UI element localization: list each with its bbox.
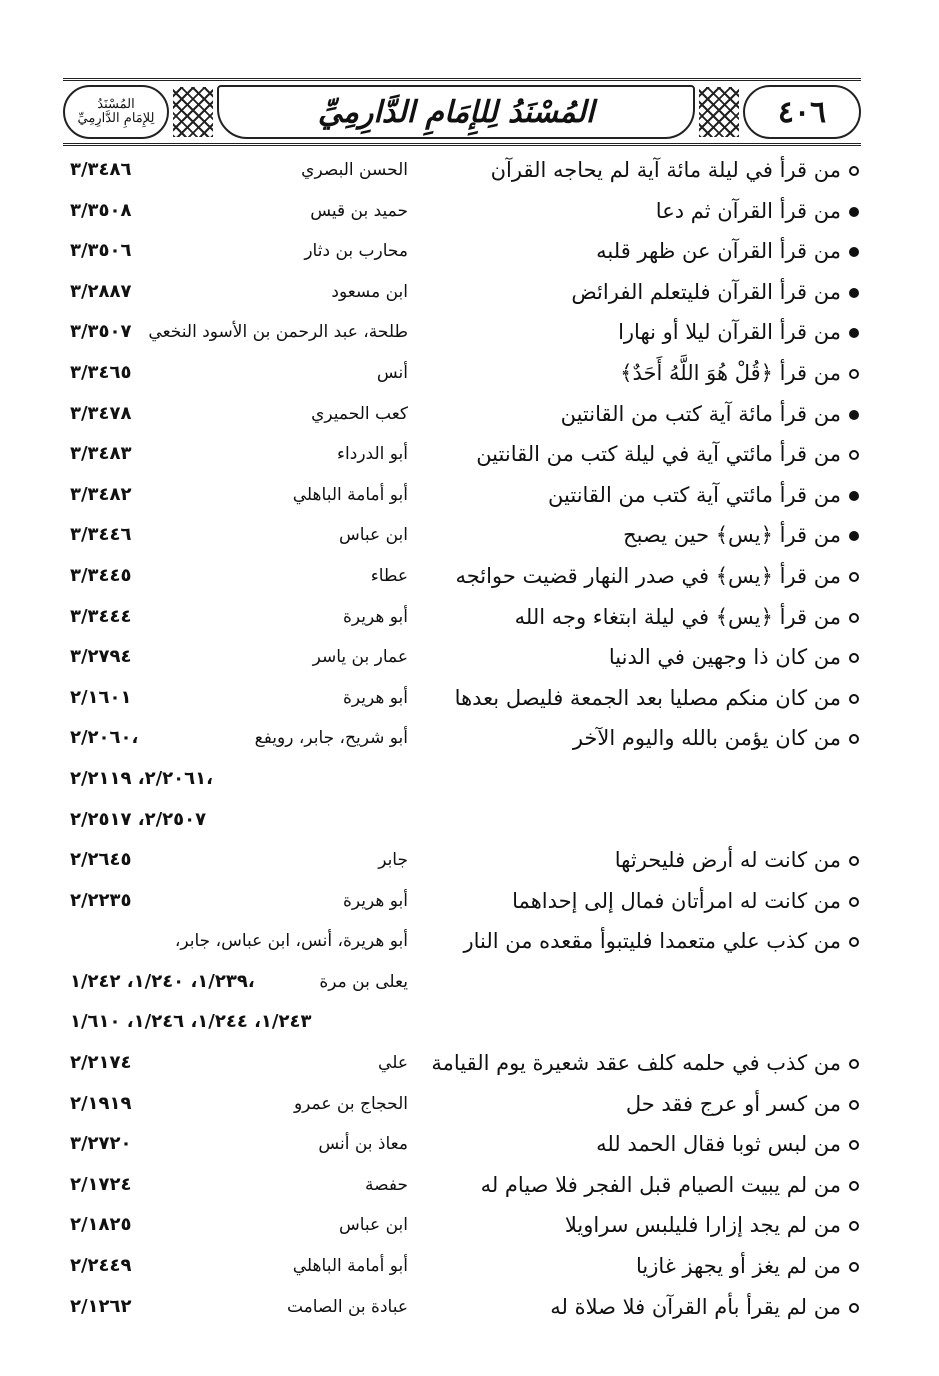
- volume-page-reference: ٢/١٢٦٢: [70, 1295, 132, 1317]
- hadith-text: من لم يبيت الصيام قبل الفجر فلا صيام له: [480, 1172, 841, 1197]
- index-row: [0, 840, 939, 881]
- hadith-text: من قرأ مائتي آية كتب من القانتين: [548, 482, 841, 507]
- index-row: [0, 394, 939, 435]
- running-title-panel: [217, 85, 695, 139]
- open-circle-icon: [849, 1100, 859, 1110]
- hadith-incipit: [623, 519, 859, 551]
- index-row: [0, 556, 939, 597]
- hadith-text: من كان يؤمن بالله واليوم الآخر: [572, 726, 841, 751]
- open-circle-icon: [849, 653, 859, 663]
- narrator: جابر: [378, 850, 408, 871]
- open-circle-icon: [849, 1181, 859, 1191]
- hadith-incipit: [476, 438, 859, 470]
- volume-page-reference: ٣/٣٤٤٥: [70, 564, 132, 586]
- narrator: أبو الدرداء: [337, 444, 408, 465]
- volume-page-reference: ٣/٢٨٨٧: [70, 280, 132, 302]
- filled-circle-icon: [849, 410, 859, 420]
- open-circle-icon: [849, 1303, 859, 1313]
- hadith-text: من قرأ ﴿يس﴾ في ليلة ابتغاء وجه الله: [514, 604, 841, 629]
- hadith-incipit: [463, 925, 859, 957]
- narrator: أبو هريرة: [342, 606, 408, 627]
- index-row: [0, 515, 939, 556]
- hadith-incipit: [656, 195, 859, 227]
- index-row: [0, 191, 939, 232]
- volume-page-reference: ١/٢٣٩، ١/٢٤٠، ١/٢٤٢،: [70, 970, 255, 992]
- index-row: [0, 1124, 939, 1165]
- open-circle-icon: [849, 572, 859, 582]
- narrator: ابن عباس: [338, 525, 408, 546]
- hadith-text: من كان منكم مصليا بعد الجمعة فليصل بعدها: [454, 685, 841, 710]
- open-circle-icon: [849, 1221, 859, 1231]
- narrator: يعلى بن مرة: [319, 971, 408, 992]
- index-row: [0, 272, 939, 313]
- hadith-text: من لم يجد إزارا فليلبس سراويلا: [564, 1213, 841, 1238]
- volume-page-reference: ٣/٣٤٦٥: [70, 361, 132, 383]
- hadith-incipit: [455, 682, 859, 714]
- volume-page-reference: ٣/٢٧٩٤: [70, 646, 132, 668]
- page-number-cartouche: [743, 85, 861, 139]
- narrator: علي: [378, 1053, 408, 1074]
- hadith-text: من قرأ القرآن عن ظهر قلبه: [596, 239, 841, 264]
- index-row: [0, 475, 939, 516]
- index-row: [0, 800, 939, 841]
- index-row: [0, 678, 939, 719]
- hadith-incipit: [491, 154, 859, 186]
- book-logo-line: لِلإِمَامِ الدَّارِمِيِّ: [77, 111, 155, 126]
- hadith-incipit: [561, 398, 859, 430]
- hadith-text: من قرأ القرآن ليلا أو نهارا: [618, 320, 841, 345]
- open-circle-icon: [849, 166, 859, 176]
- narrator: طلحة، عبد الرحمن بن الأسود النخعي: [148, 322, 408, 343]
- open-circle-icon: [849, 694, 859, 704]
- hadith-incipit: [481, 1169, 859, 1201]
- open-circle-icon: [849, 937, 859, 947]
- filled-circle-icon: [849, 328, 859, 338]
- open-circle-icon: [849, 1262, 859, 1272]
- narrator: أبو أمامة الباهلي: [292, 1256, 408, 1277]
- open-circle-icon: [849, 1059, 859, 1069]
- hadith-incipit: [609, 641, 859, 673]
- index-row: [0, 962, 939, 1003]
- narrator: أبو هريرة: [342, 687, 408, 708]
- hadith-text: من كانت له امرأتان فمال إلى إحداهما: [512, 888, 841, 913]
- narrator: الحجاج بن عمرو: [293, 1093, 408, 1114]
- index-row: [0, 1287, 939, 1328]
- index-row: [0, 353, 939, 394]
- book-logo-emblem: [63, 85, 169, 139]
- hadith-incipit: [431, 1047, 859, 1079]
- index-row: [0, 1084, 939, 1125]
- index-row: [0, 1165, 939, 1206]
- narrator: الحسن البصري: [301, 160, 408, 180]
- open-circle-icon: [849, 856, 859, 866]
- hadith-incipit: [596, 235, 859, 267]
- filled-circle-icon: [849, 247, 859, 257]
- volume-page-reference: ٢/٢٠٦٠،: [70, 727, 139, 749]
- narrator: أبو أمامة الباهلي: [292, 484, 408, 505]
- hadith-text: من كسر أو عرج فقد حل: [625, 1091, 841, 1116]
- volume-page-reference: ٣/٣٤٨٣: [70, 443, 132, 465]
- hadith-incipit: [615, 844, 859, 876]
- narrator: كعب الحميري: [311, 403, 408, 424]
- hadith-incipit: [512, 885, 859, 917]
- narrator: أبو هريرة: [342, 890, 408, 911]
- hadith-text: من لم يقرأ بأم القرآن فلا صلاة له: [550, 1294, 841, 1319]
- narrator: حميد بن قيس: [310, 200, 408, 221]
- hadith-incipit: [573, 722, 859, 754]
- index-row: [0, 150, 939, 191]
- hadith-text: من كذب علي متعمدا فليتبوأ مقعده من النار: [463, 929, 841, 954]
- volume-page-reference: ٢/٢٤٤٩: [70, 1255, 132, 1277]
- hadith-text: من قرأ في ليلة مائة آية لم يحاجه القرآن: [490, 158, 841, 182]
- page-number: ٤٠٦: [777, 94, 827, 130]
- volume-page-reference: ٢/٢٥٠٧، ٢/٢٥١٧: [70, 808, 207, 830]
- filled-circle-icon: [849, 491, 859, 501]
- open-circle-icon: [849, 613, 859, 623]
- hadith-incipit: [571, 276, 859, 308]
- volume-page-reference: ٣/٣٤٨٦: [70, 159, 132, 180]
- hadith-incipit: [620, 357, 859, 389]
- narrator: أنس: [376, 362, 408, 383]
- volume-page-reference: ٣/٣٥٠٨: [70, 199, 132, 221]
- page-header: [63, 78, 861, 146]
- volume-page-reference: ٢/٢١٧٤: [70, 1052, 132, 1074]
- open-circle-icon: [849, 369, 859, 379]
- volume-page-reference: ٣/٣٥٠٦: [70, 240, 132, 262]
- index-row: [0, 881, 939, 922]
- hadith-incipit: [455, 560, 859, 592]
- open-circle-icon: [849, 734, 859, 744]
- narrator: معاذ بن أنس: [318, 1134, 408, 1155]
- volume-page-reference: ٣/٣٤٨٢: [70, 483, 132, 505]
- hadith-incipit: [565, 1209, 859, 1241]
- hadith-text: من لبس ثوبا فقال الحمد لله: [596, 1132, 841, 1157]
- index-row: [0, 434, 939, 475]
- volume-page-reference: ٣/٣٥٠٧: [70, 321, 132, 343]
- volume-page-reference: ٢/٢٠٦١، ٢/٢١١٩،: [70, 767, 213, 789]
- hadith-text: من قرأ القرآن فليتعلم الفرائض: [571, 279, 841, 304]
- narrator: ابن عباس: [338, 1215, 408, 1236]
- hadith-incipit: [515, 601, 859, 633]
- volume-page-reference: ٢/١٧٢٤: [70, 1173, 132, 1195]
- index-row: [0, 637, 939, 678]
- header-ornament-right: [699, 87, 739, 137]
- narrator: عمار بن ياسر: [312, 647, 408, 668]
- hadith-text: من قرأ ﴿قُلْ هُوَ اللَّهُ أَحَدٌ﴾: [620, 360, 841, 385]
- filled-circle-icon: [849, 207, 859, 217]
- hadith-text: من قرأ القرآن ثم دعا: [655, 198, 841, 223]
- index-row: [0, 1043, 939, 1084]
- hadith-text: من كانت له أرض فليحرثها: [614, 848, 841, 873]
- narrator: أبو شريح، جابر، رويفع: [254, 728, 408, 749]
- hadith-text: من كذب في حلمه كلف عقد شعيرة يوم القيامة: [431, 1051, 841, 1076]
- index-row: [0, 231, 939, 272]
- hadith-text: من قرأ مائة آية كتب من القانتين: [560, 401, 841, 426]
- hadith-incipit: [626, 1088, 859, 1120]
- index-row: [0, 1246, 939, 1287]
- index-row: [0, 718, 939, 759]
- volume-page-reference: ٣/٣٤٤٤: [70, 605, 132, 627]
- hadith-incipit: [636, 1250, 859, 1282]
- narrator: ابن مسعود: [331, 281, 408, 302]
- hadith-text: من قرأ ﴿يس﴾ في صدر النهار قضيت حوائجه: [455, 563, 841, 588]
- narrator: محارب بن دثار: [304, 241, 408, 262]
- narrator: أبو هريرة، أنس، ابن عباس، جابر،: [174, 931, 408, 952]
- volume-page-reference: ٢/٢٦٤٥: [70, 849, 132, 871]
- open-circle-icon: [849, 450, 859, 460]
- index-row: [0, 1002, 939, 1043]
- hadith-text: من قرأ مائتي آية في ليلة كتب من القانتين: [476, 442, 841, 467]
- volume-page-reference: ٣/٣٤٤٦: [70, 524, 132, 546]
- volume-page-reference: ١/٢٤٣، ١/٢٤٤، ١/٢٤٦، ١/٦١٠: [70, 1011, 312, 1033]
- hadith-incipit: [596, 1128, 859, 1160]
- volume-page-reference: ٢/١٩١٩: [70, 1092, 132, 1114]
- volume-page-reference: ٣/٣٤٧٨: [70, 402, 132, 424]
- hadith-index-list: [0, 150, 939, 1327]
- book-logo-line: المُسْنَدُ: [97, 96, 135, 112]
- hadith-incipit: [550, 1291, 859, 1323]
- volume-page-reference: ٢/١٦٠١: [70, 686, 132, 708]
- narrator: حفصة: [365, 1174, 408, 1195]
- volume-page-reference: ٢/٢٢٣٥: [70, 889, 132, 911]
- index-row: [0, 597, 939, 638]
- volume-page-reference: ٣/٢٧٢٠: [70, 1133, 132, 1155]
- hadith-incipit: [548, 479, 859, 511]
- hadith-text: من لم يغز أو يجهز غازيا: [636, 1254, 841, 1279]
- index-row: [0, 759, 939, 800]
- open-circle-icon: [849, 1140, 859, 1150]
- volume-page-reference: ٢/١٨٢٥: [70, 1214, 132, 1236]
- narrator: عبادة بن الصامت: [286, 1296, 408, 1317]
- hadith-text: من قرأ ﴿يس﴾ حين يصبح: [623, 523, 841, 548]
- hadith-text: من كان ذا وجهين في الدنيا: [608, 645, 841, 670]
- narrator: عطاء: [370, 565, 408, 586]
- index-row: [0, 1205, 939, 1246]
- index-row: [0, 921, 939, 962]
- filled-circle-icon: [849, 288, 859, 298]
- header-ornament-left: [173, 87, 213, 137]
- open-circle-icon: [849, 897, 859, 907]
- index-row: [0, 312, 939, 353]
- running-title: المُسْنَدُ لِلإِمَامِ الدَّارِمِيِّ: [317, 94, 595, 130]
- hadith-incipit: [618, 316, 859, 348]
- filled-circle-icon: [849, 531, 859, 541]
